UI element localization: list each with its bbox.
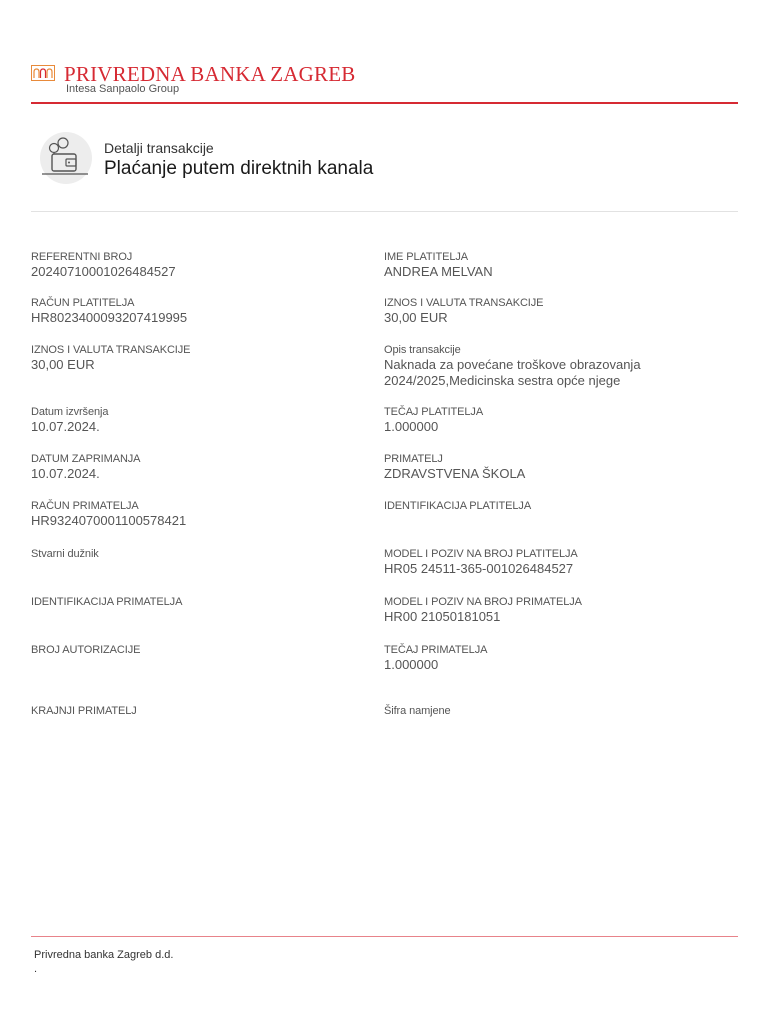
field-value: ZDRAVSTVENA ŠKOLA (384, 466, 526, 481)
field-referentni-broj (31, 251, 381, 280)
field-value: 10.07.2024. (31, 419, 100, 434)
field-model-poziv-primatelja (384, 596, 734, 625)
header-divider (31, 102, 738, 104)
field-value: HR00 21050181051 (384, 609, 501, 624)
field-tecaj-platitelja (384, 406, 734, 435)
field-krajnji-primatelj (31, 705, 381, 718)
subtitle: Detalji transakcije (104, 140, 214, 156)
field-datum-izvrsenja (31, 406, 381, 435)
field-value: HR9324070001100578421 (31, 513, 187, 528)
field-value: 20240710001026484527 (31, 264, 176, 279)
field-label: IDENTIFIKACIJA PRIMATELJA (31, 596, 183, 608)
field-label: MODEL I POZIV NA BROJ PRIMATELJA (384, 596, 582, 608)
field-value: HR8023400093207419995 (31, 310, 188, 325)
field-value: 1.000000 (384, 657, 439, 672)
field-racun-primatelja (31, 500, 381, 529)
bank-header (31, 62, 738, 103)
field-value: ANDREA MELVAN (384, 264, 493, 279)
field-label: Datum izvršenja (31, 406, 109, 418)
field-iznos-valuta (31, 344, 381, 373)
field-label: RAČUN PLATITELJA (31, 297, 135, 309)
group-name: Intesa Sanpaolo Group (66, 83, 180, 95)
field-label: PRIMATELJ (384, 453, 443, 465)
field-label: Šifra namjene (384, 705, 451, 717)
bank-name: PRIVREDNA BANKA ZAGREB (64, 62, 356, 86)
field-label: RAČUN PRIMATELJA (31, 500, 139, 512)
field-label: IZNOS I VALUTA TRANSAKCIJE (31, 344, 191, 356)
field-label: Opis transakcije (384, 344, 461, 356)
field-identifikacija-primatelja (31, 596, 381, 609)
field-label: REFERENTNI BROJ (31, 251, 133, 263)
field-value: 10.07.2024. (31, 466, 100, 481)
footer-dot: . (34, 963, 38, 975)
field-label: BROJ AUTORIZACIJE (31, 644, 141, 656)
bank-logo-icon (31, 65, 55, 81)
field-label: IDENTIFIKACIJA PLATITELJA (384, 500, 532, 512)
field-datum-zaprimanja (31, 453, 381, 482)
field-racun-platitelja (31, 297, 381, 326)
field-broj-autorizacije (31, 644, 381, 657)
footer-company: Privredna banka Zagreb d.d. (34, 949, 174, 961)
title-divider (31, 211, 738, 212)
field-opis-transakcije (384, 344, 734, 389)
wallet-coins-icon (38, 130, 94, 186)
field-value: 30,00 EUR (31, 357, 95, 372)
field-label: TEČAJ PLATITELJA (384, 406, 484, 418)
field-label: KRAJNJI PRIMATELJ (31, 705, 137, 717)
field-value: HR05 24511-365-001026484527 (384, 561, 574, 576)
field-value-line2: 2024/2025,Medicinska sestra opće njege (384, 373, 621, 388)
footer-divider (31, 936, 738, 937)
field-label: DATUM ZAPRIMANJA (31, 453, 141, 465)
field-iznos-valuta-right (384, 297, 734, 326)
field-model-poziv-platitelja (384, 548, 734, 577)
title-block (38, 128, 738, 188)
field-label: IME PLATITELJA (384, 251, 468, 263)
field-tecaj-primatelja (384, 644, 734, 673)
page-title: Plaćanje putem direktnih kanala (104, 158, 374, 179)
field-identifikacija-platitelja (384, 500, 734, 513)
field-label: MODEL I POZIV NA BROJ PLATITELJA (384, 548, 578, 560)
field-label: Stvarni dužnik (31, 548, 99, 560)
field-stvarni-duznik (31, 548, 381, 561)
field-sifra-namjene (384, 705, 734, 718)
field-label: IZNOS I VALUTA TRANSAKCIJE (384, 297, 544, 309)
field-ime-platitelja (384, 251, 734, 280)
field-value: 30,00 EUR (384, 310, 448, 325)
field-label: TEČAJ PRIMATELJA (384, 644, 488, 656)
field-primatelj (384, 453, 734, 482)
field-value: Naknada za povećane troškove obrazovanja (384, 357, 641, 372)
field-value: 1.000000 (384, 419, 439, 434)
